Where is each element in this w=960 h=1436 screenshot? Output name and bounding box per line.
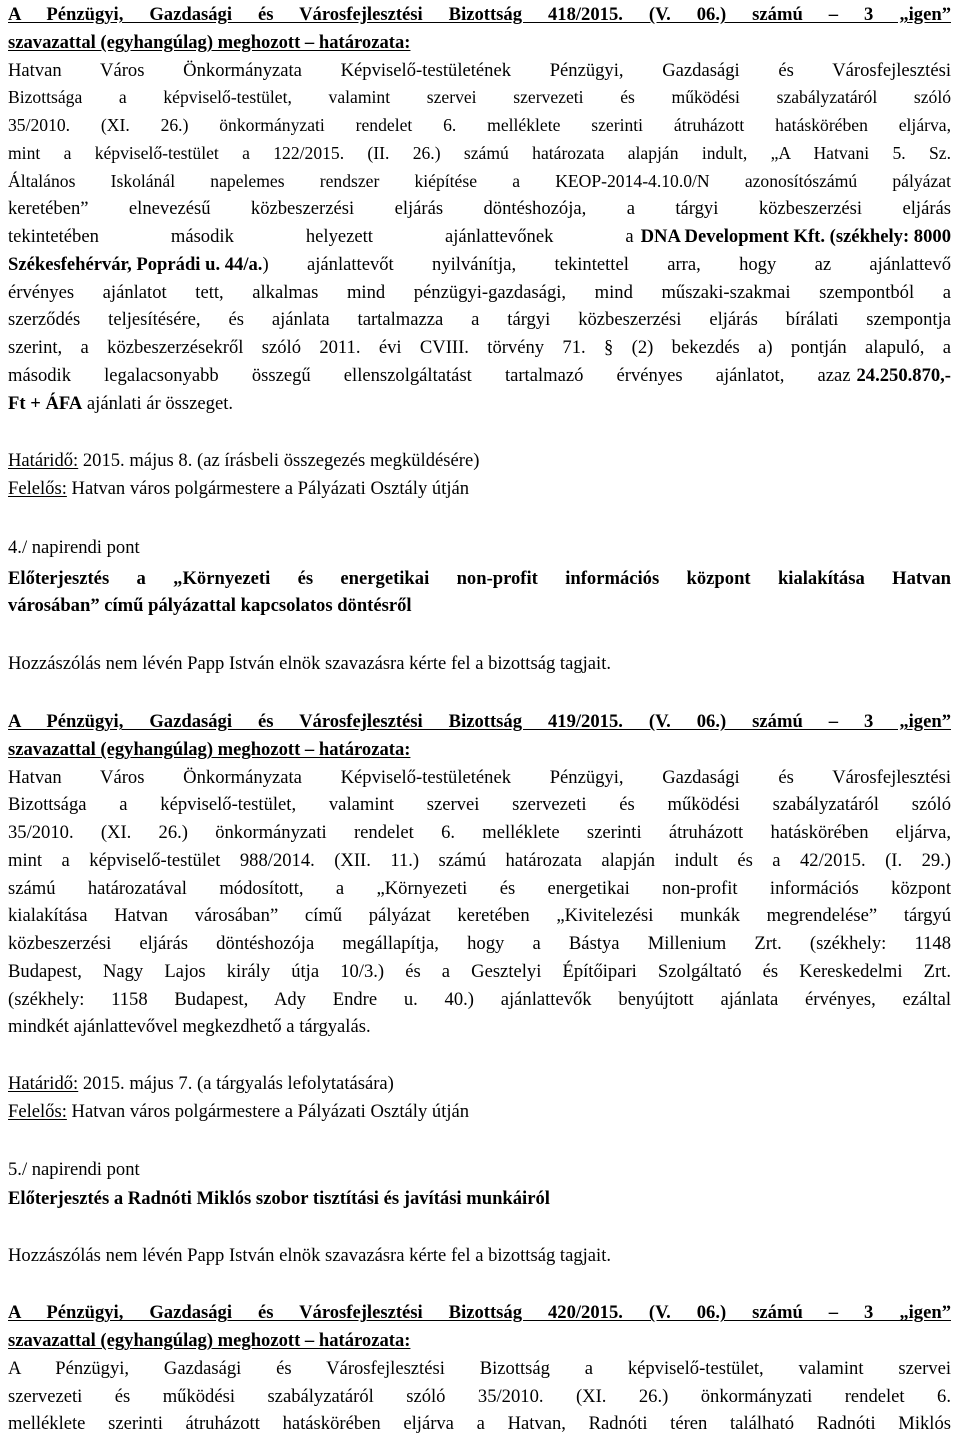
resolution-419-body-line: közbeszerzési eljárás döntéshozója megállapítja, hogy a Bástya Millenium Zrt. (székhely: 1148 [8,933,951,955]
company-address: Székesfehérvár, Poprádi u. 44/a. [8,253,263,275]
resolution-418-body-line: szerint, a közbeszerzésekről szóló 2011. évi CVIII. törvény 71. § (2) bekezdés a) pontján alapuló, a [8,337,951,359]
deadline-text: 2015. május 8. (az írásbeli összegezés megküldésére) [78,450,480,472]
resolution-419-body-line: 35/2010. (XI. 26.) önkormányzati rendelet 6. melléklete szerinti átruházott hatáskörében eljárva, [8,822,951,844]
resolution-419-body-line: Hatvan Város Önkormányzata Képviselő-testületének Pénzügyi, Gazdasági és Városfejlesztési [8,766,951,788]
resolution-418-body-line: mint a képviselő-testület a 122/2015. (II. 26.) számú határozata alapján indult, „A Hatvani 5. Sz. [8,142,951,163]
agenda-comment: Hozzászólás nem lévén Papp István elnök szavazásra kérte fel a bizottság tagjait. [8,1244,612,1266]
resolution-420-body-line: A Pénzügyi, Gazdasági és Városfejlesztési Bizottság a képviselő-testület, valamint szervei [8,1357,951,1379]
resolution-419-body-line: kialakítása Hatvan városában” című pályázat keretében „Kivitelezési munkák megrendelése” tárgyú [8,905,951,927]
offer-amount-vat: Ft + ÁFA [8,392,83,414]
resolution-418-body-line [8,364,951,387]
resolution-419-body-line: mindkét ajánlattevővel megkezdhető a tárgyalás. [8,1016,371,1038]
resolution-420-body-line: szervezeti és működési szabályzatáról szóló 35/2010. (XI. 26.) önkormányzati rendelet 6. [8,1385,951,1407]
resolution-418-body-line: 35/2010. (XI. 26.) önkormányzati rendelet 6. melléklete szerinti átruházott hatáskörében eljárva, [8,115,951,136]
resolution-418-body-text: ajánlati ár összeget. [82,392,234,414]
resolution-418-body-line [8,253,951,276]
responsible-label: Felelős: [8,478,67,500]
resolution-418-heading-line-2: szavazattal (egyhangúlag) meghozott – határozata: [8,31,411,53]
resolution-418-body-text: második legalacsonyabb összegű ellenszolgáltatást tartalmazó érvényes ajánlatot, azaz [8,364,851,386]
agenda-item-title-line-2: városában” című pályázattal kapcsolatos döntésről [8,595,412,617]
agenda-item-number: 5./ napirendi pont [8,1158,140,1180]
resolution-419-body-line: számú határozatával módosított, a „Környezeti és energetikai non-profit információs központ [8,877,951,899]
company-name: DNA Development Kft. (székhely: 8000 [640,226,951,248]
resolution-418-body-text: ) ajánlattevőt nyilvánítja, tekintettel arra, hogy az ajánlattevő [262,253,951,275]
resolution-420-heading-line-1: A Pénzügyi, Gazdasági és Városfejlesztési Bizottság 420/2015. (V. 06.) számú – 3 „igen” [8,1302,951,1324]
resolution-418-body-line: érvényes ajánlatot tett, alkalmas mind pénzügyi-gazdasági, mind műszaki-szakmai szempontból a [8,281,951,303]
resolution-418-body-line [8,392,951,415]
resolution-419-body-line: mint a képviselő-testület 988/2014. (XII. 11.) számú határozata alapján indult és a 42/2015. (I. 29.) [8,849,951,871]
resolution-420-heading-line-2: szavazattal (egyhangúlag) meghozott – határozata: [8,1330,411,1352]
deadline-line [8,1072,951,1095]
agenda-item-number: 4./ napirendi pont [8,537,140,559]
resolution-419-body-line: (székhely: 1158 Budapest, Ady Endre u. 40.) ajánlattevők benyújtott ajánlata érvényes, ezáltal [8,988,951,1010]
responsible-text: Hatvan város polgármestere a Pályázati Osztály útján [66,478,470,500]
resolution-418-body-line: Általános Iskolánál napelemes rendszer kiépítése a KEOP-2014-4.10.0/N azonosítószámú pályázat [8,170,951,191]
resolution-419-body-line: Bizottsága a képviselő-testület, valamint szervei szervezeti és működési szabályzatáról szóló [8,794,951,816]
resolution-418-body-line [8,225,951,248]
responsible-label: Felelős: [8,1100,67,1122]
deadline-label: Határidő: [8,450,79,472]
resolution-420-body-line: melléklete szerinti átruházott hatáskörében eljárva a Hatvan, Radnóti téren található Radnóti Miklós [8,1413,951,1435]
resolution-419-heading-line-2: szavazattal (egyhangúlag) meghozott – határozata: [8,738,411,760]
agenda-comment: Hozzászólás nem lévén Papp István elnök szavazásra kérte fel a bizottság tagjait. [8,653,612,675]
deadline-line [8,449,951,472]
resolution-418-body-line: keretében” elnevezésű közbeszerzési eljárás döntéshozója, a tárgyi közbeszerzési eljárás [8,198,951,220]
responsible-line [8,1100,951,1123]
resolution-418-body-line: Bizottsága a képviselő-testület, valamint szervei szervezeti és működési szabályzatáról szóló [8,87,951,108]
deadline-label: Határidő: [8,1073,79,1095]
agenda-item-title: Előterjesztés a Radnóti Miklós szobor tisztítási és javítási munkáiról [8,1187,550,1209]
resolution-418-body-line: szerződés teljesítésére, és ajánlata tartalmazza a tárgyi közbeszerzési eljárás bírálati szempontja [8,309,951,331]
deadline-text: 2015. május 7. (a tárgyalás lefolytatására) [78,1073,394,1095]
resolution-418-heading-line-1: A Pénzügyi, Gazdasági és Városfejlesztési Bizottság 418/2015. (V. 06.) számú – 3 „igen” [8,4,951,25]
responsible-line [8,477,951,500]
resolution-419-heading-line-1: A Pénzügyi, Gazdasági és Városfejlesztési Bizottság 419/2015. (V. 06.) számú – 3 „igen” [8,711,951,733]
agenda-item-title-line-1: Előterjesztés a „Környezeti és energetikai non-profit információs központ kialakítása Hatvan [8,567,951,589]
resolution-418-body-text: tekintetében második helyezett ajánlattevőnek a [8,226,634,248]
responsible-text: Hatvan város polgármestere a Pályázati Osztály útján [66,1100,470,1122]
offer-amount: 24.250.870,- [856,364,951,386]
resolution-419-body-line: Budapest, Nagy Lajos király útja 10/3.) és a Gesztelyi Építőipari Szolgáltató és Kereskedelmi Zrt. [8,960,951,982]
resolution-418-body-line: Hatvan Város Önkormányzata Képviselő-testületének Pénzügyi, Gazdasági és Városfejlesztési [8,59,951,81]
